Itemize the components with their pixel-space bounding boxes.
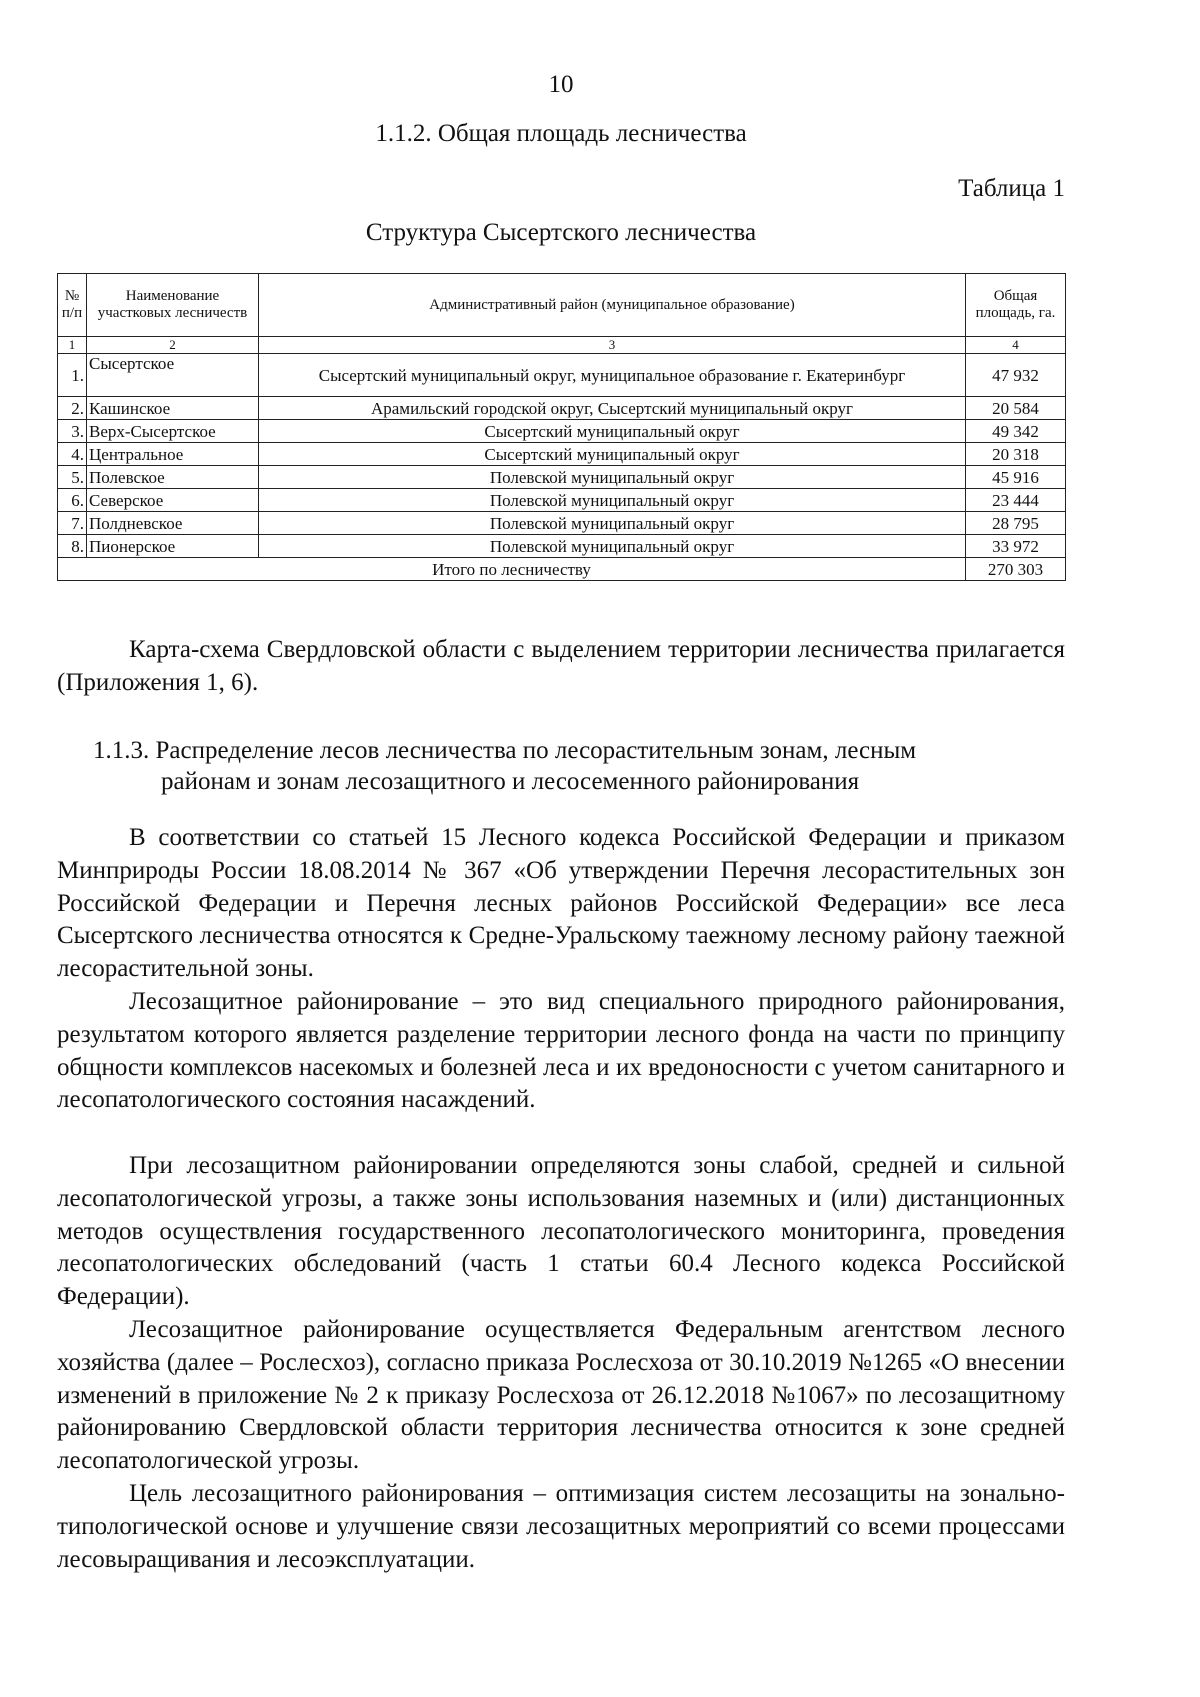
table-header-row [58, 274, 1066, 337]
row-number: 8. [58, 535, 87, 558]
row-district: Полевской муниципальный округ [259, 466, 966, 489]
section-heading-line: 1.1.3. Распределение лесов лесничества по лесорастительным зонам, лесным [93, 737, 917, 764]
column-number: 3 [259, 337, 966, 354]
row-area: 23 444 [966, 489, 1066, 512]
row-area: 20 318 [966, 443, 1066, 466]
row-forestry-name: Сысертское [87, 354, 259, 397]
row-area: 45 916 [966, 466, 1066, 489]
row-number: 5. [58, 466, 87, 489]
row-district: Сысертский муниципальный округ [259, 443, 966, 466]
row-district: Полевской муниципальный округ [259, 512, 966, 535]
body-paragraph: Цель лесозащитного районирования – оптимизация систем лесозащиты на зонально-типологической основе и улучшение связи лесозащитных мероприятий со всеми процессами лесовыращивания и лесоэксплуатации. [57, 1480, 1065, 1573]
column-number: 4 [966, 337, 1066, 354]
row-number: 6. [58, 489, 87, 512]
table-row [58, 354, 1066, 397]
table-title: Структура Сысертского лесничества [365, 219, 757, 246]
row-forestry-name: Северское [87, 489, 259, 512]
body-paragraph: В соответствии со статьей 15 Лесного кодекса Российской Федерации и приказом Минприроды России 18.08.2014 № 367 «Об утверждении Перечня лесорастительных зон Российской Федерации и Перечня лесных районов Российской Федерации» все леса Сысертского лесничества относятся к Средне-Уральскому таежному лесному району таежной лесорастительной зоны. [57, 824, 1065, 983]
header-area: Общая площадь, га. [966, 274, 1066, 337]
body-paragraph: Лесозащитное районирование – это вид специального природного районирования, результатом которого является разделение территории лесного фонда на части по принципу общности комплексов насекомых и болезней леса и их вредоносности с учетом санитарного и лесопатологического состояния насаждений. [57, 988, 1065, 1114]
column-number-row [58, 337, 1066, 354]
section-heading-1-1-3 [93, 735, 1033, 797]
row-number: 7. [58, 512, 87, 535]
section-heading-line: районам и зонам лесозащитного и лесосеменного районирования [161, 768, 860, 795]
body-paragraph: При лесозащитном районировании определяются зоны слабой, средней и сильной лесопатологической угрозы, а также зоны использования наземных и (или) дистанционных методов осуществления государственного лесопатологического мониторинга, проведения лесопатологических обследований (часть 1 статьи 60.4 Лесного кодекса Российской Федерации). [57, 1152, 1065, 1311]
row-forestry-name: Кашинское [87, 397, 259, 420]
row-number: 1. [58, 354, 87, 397]
row-forestry-name: Полевское [87, 466, 259, 489]
page-number: 10 [548, 71, 574, 98]
row-forestry-name: Верх-Сысертское [87, 420, 259, 443]
table-row [58, 466, 1066, 489]
row-area: 47 932 [966, 354, 1066, 397]
row-area: 33 972 [966, 535, 1066, 558]
table-caption: Таблица 1 [958, 175, 1065, 202]
table-row [58, 512, 1066, 535]
row-area: 28 795 [966, 512, 1066, 535]
row-district: Сысертский муниципальный округ, муниципальное образование г. Екатеринбург [259, 354, 966, 397]
row-forestry-name: Полдневское [87, 512, 259, 535]
table-row [58, 443, 1066, 466]
row-district: Арамильский городской округ, Сысертский муниципальный округ [259, 397, 966, 420]
row-area: 20 584 [966, 397, 1066, 420]
header-district: Административный район (муниципальное образование) [259, 274, 966, 337]
forestry-structure-table [57, 273, 1066, 581]
column-number: 2 [87, 337, 259, 354]
header-number: № п/п [58, 274, 87, 337]
row-area: 49 342 [966, 420, 1066, 443]
row-number: 2. [58, 397, 87, 420]
row-district: Полевской муниципальный округ [259, 489, 966, 512]
row-number: 3. [58, 420, 87, 443]
body-paragraph: Лесозащитное районирование осуществляется Федеральным агентством лесного хозяйства (далее – Рослесхоз), согласно приказа Рослесхоза от 30.10.2019 №1265 «О внесении изменений в приложение № 2 к приказу Рослесхоза от 26.12.2018 №1067» по лесозащитному районированию Свердловской области территория лесничества относится к зоне средней лесопатологической угрозы. [57, 1316, 1065, 1475]
row-forestry-name: Пионерское [87, 535, 259, 558]
table-row [58, 397, 1066, 420]
row-number: 4. [58, 443, 87, 466]
table-total-row [58, 558, 1066, 581]
table-row [58, 420, 1066, 443]
row-forestry-name: Центральное [87, 443, 259, 466]
header-name: Наименование участковых лесничеств [87, 274, 259, 337]
total-label: Итого по лесничеству [58, 558, 966, 581]
row-district: Полевской муниципальный округ [259, 535, 966, 558]
section-heading-1-1-2: 1.1.2. Общая площадь лесничества [375, 120, 747, 147]
table-row [58, 489, 1066, 512]
row-district: Сысертский муниципальный округ [259, 420, 966, 443]
column-number: 1 [58, 337, 87, 354]
table-row [58, 535, 1066, 558]
total-value: 270 303 [966, 558, 1066, 581]
map-note-paragraph: Карта-схема Свердловской области с выделением территории лесничества прилагается (Приложения 1, 6). [57, 636, 1065, 696]
